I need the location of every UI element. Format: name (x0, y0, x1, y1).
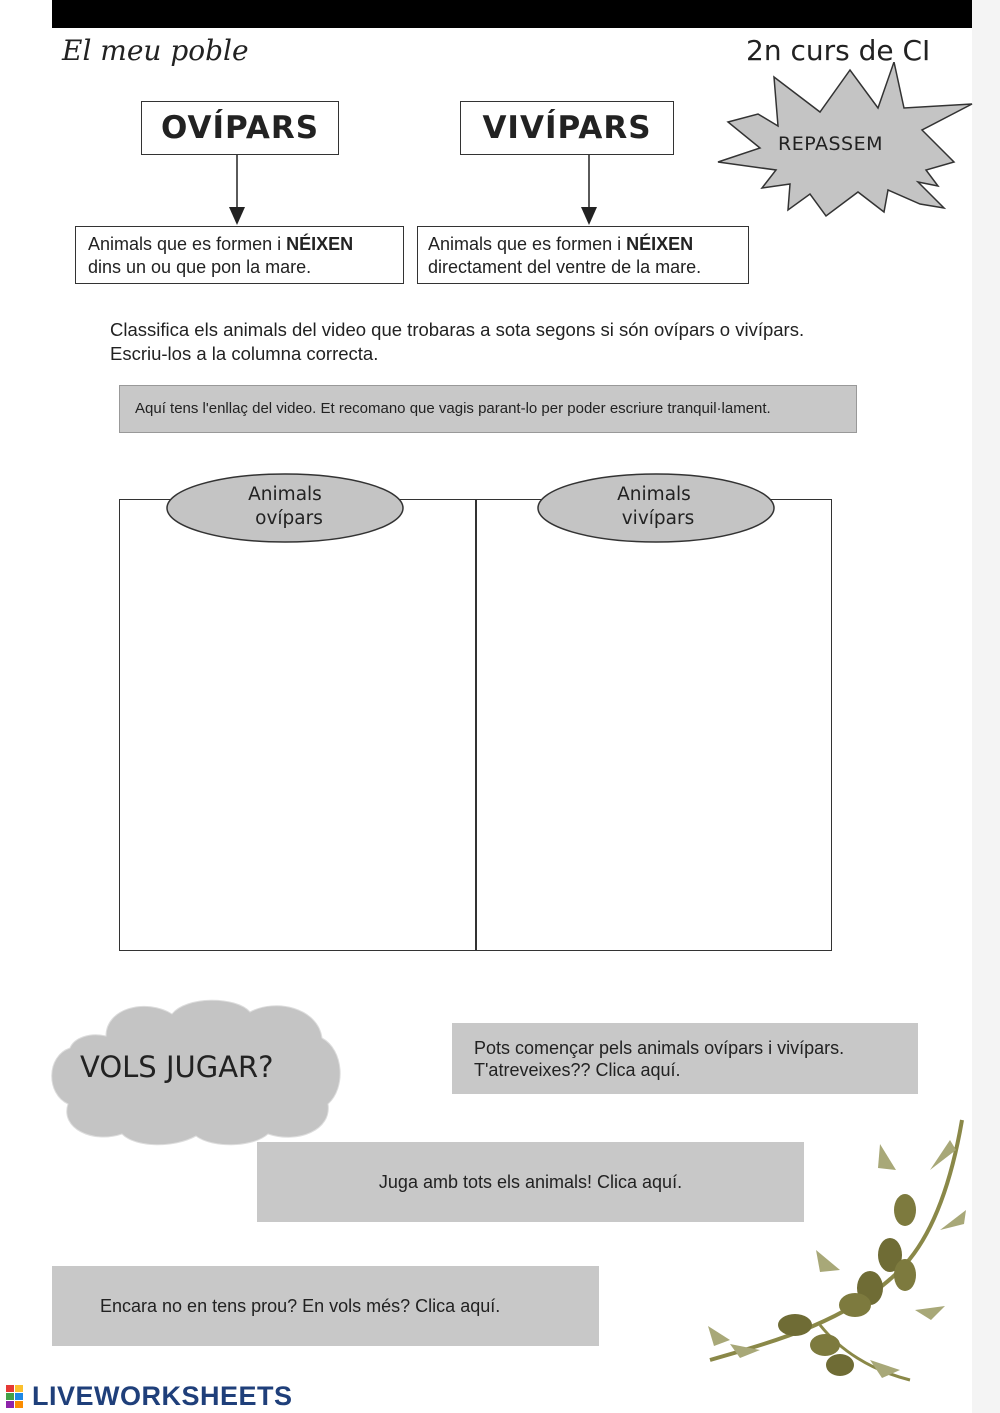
instructions-line-2: Escriu-los a la columna correcta. (110, 343, 379, 364)
game-link-1-line-1: Pots començar pels animals ovípars i vivípars. (474, 1038, 845, 1058)
oviparous-desc-pre: Animals que es formen i (88, 234, 287, 254)
oviparous-column-label-2: ovípars (255, 508, 323, 529)
header-left-title: El meu poble (62, 34, 249, 67)
video-link-label: Aquí tens l'enllaç del video. Et recomano que vagis parant-lo per poder escriure tranquil·lament. (135, 400, 771, 417)
instructions-line-1: Classifica els animals del video que trobaras a sota segons si són ovípars o vivípars. (110, 319, 805, 340)
oviparous-arrow (225, 155, 249, 227)
game-link-3-label: Encara no en tens prou? En vols més? Clica aquí. (100, 1296, 501, 1316)
oviparous-column-label (165, 483, 405, 531)
liveworksheets-logo[interactable]: LIVEWORKSHEETS (32, 1381, 293, 1411)
starburst-label: REPASSEM (778, 133, 883, 155)
oviparous-column-label-1: Animals (248, 484, 322, 505)
viviparous-title: VIVÍPARS (460, 101, 674, 155)
game-link-1-line-2: T'atreveixes?? Clica aquí. (474, 1060, 681, 1080)
instructions (110, 318, 804, 366)
viviparous-column-label-1: Animals (617, 484, 691, 505)
oviparous-title: OVÍPARS (141, 101, 339, 155)
olive-branch-icon (700, 1110, 972, 1400)
viviparous-definition (417, 226, 749, 284)
viviparous-desc-pre: Animals que es formen i (428, 234, 627, 254)
oviparous-desc-bold: NÉIXEN (286, 234, 354, 254)
game-link-2-label: Juga amb tots els animals! Clica aquí. (378, 1172, 683, 1192)
viviparous-desc-bold: NÉIXEN (626, 234, 694, 254)
viviparous-column-label-2: vivípars (621, 508, 695, 529)
game-link-3-button[interactable] (52, 1266, 599, 1346)
table-divider (475, 500, 477, 950)
viviparous-column-label (536, 483, 772, 531)
viviparous-arrow (577, 155, 601, 227)
top-black-bar (52, 0, 972, 28)
header-right-title: 2n curs de CI (746, 34, 931, 67)
viviparous-column-input[interactable] (482, 554, 828, 946)
oviparous-column-input[interactable] (124, 554, 470, 946)
video-link-button[interactable] (119, 385, 857, 433)
cloud-label: VOLS JUGAR? (80, 1050, 274, 1084)
game-link-1-button[interactable] (452, 1023, 918, 1094)
oviparous-definition (75, 226, 404, 284)
liveworksheets-logo-icon (6, 1385, 32, 1409)
classification-table (119, 499, 832, 951)
oviparous-desc-post: dins un ou que pon la mare. (88, 257, 312, 277)
viviparous-desc-post: directament del ventre de la mare. (428, 257, 702, 277)
